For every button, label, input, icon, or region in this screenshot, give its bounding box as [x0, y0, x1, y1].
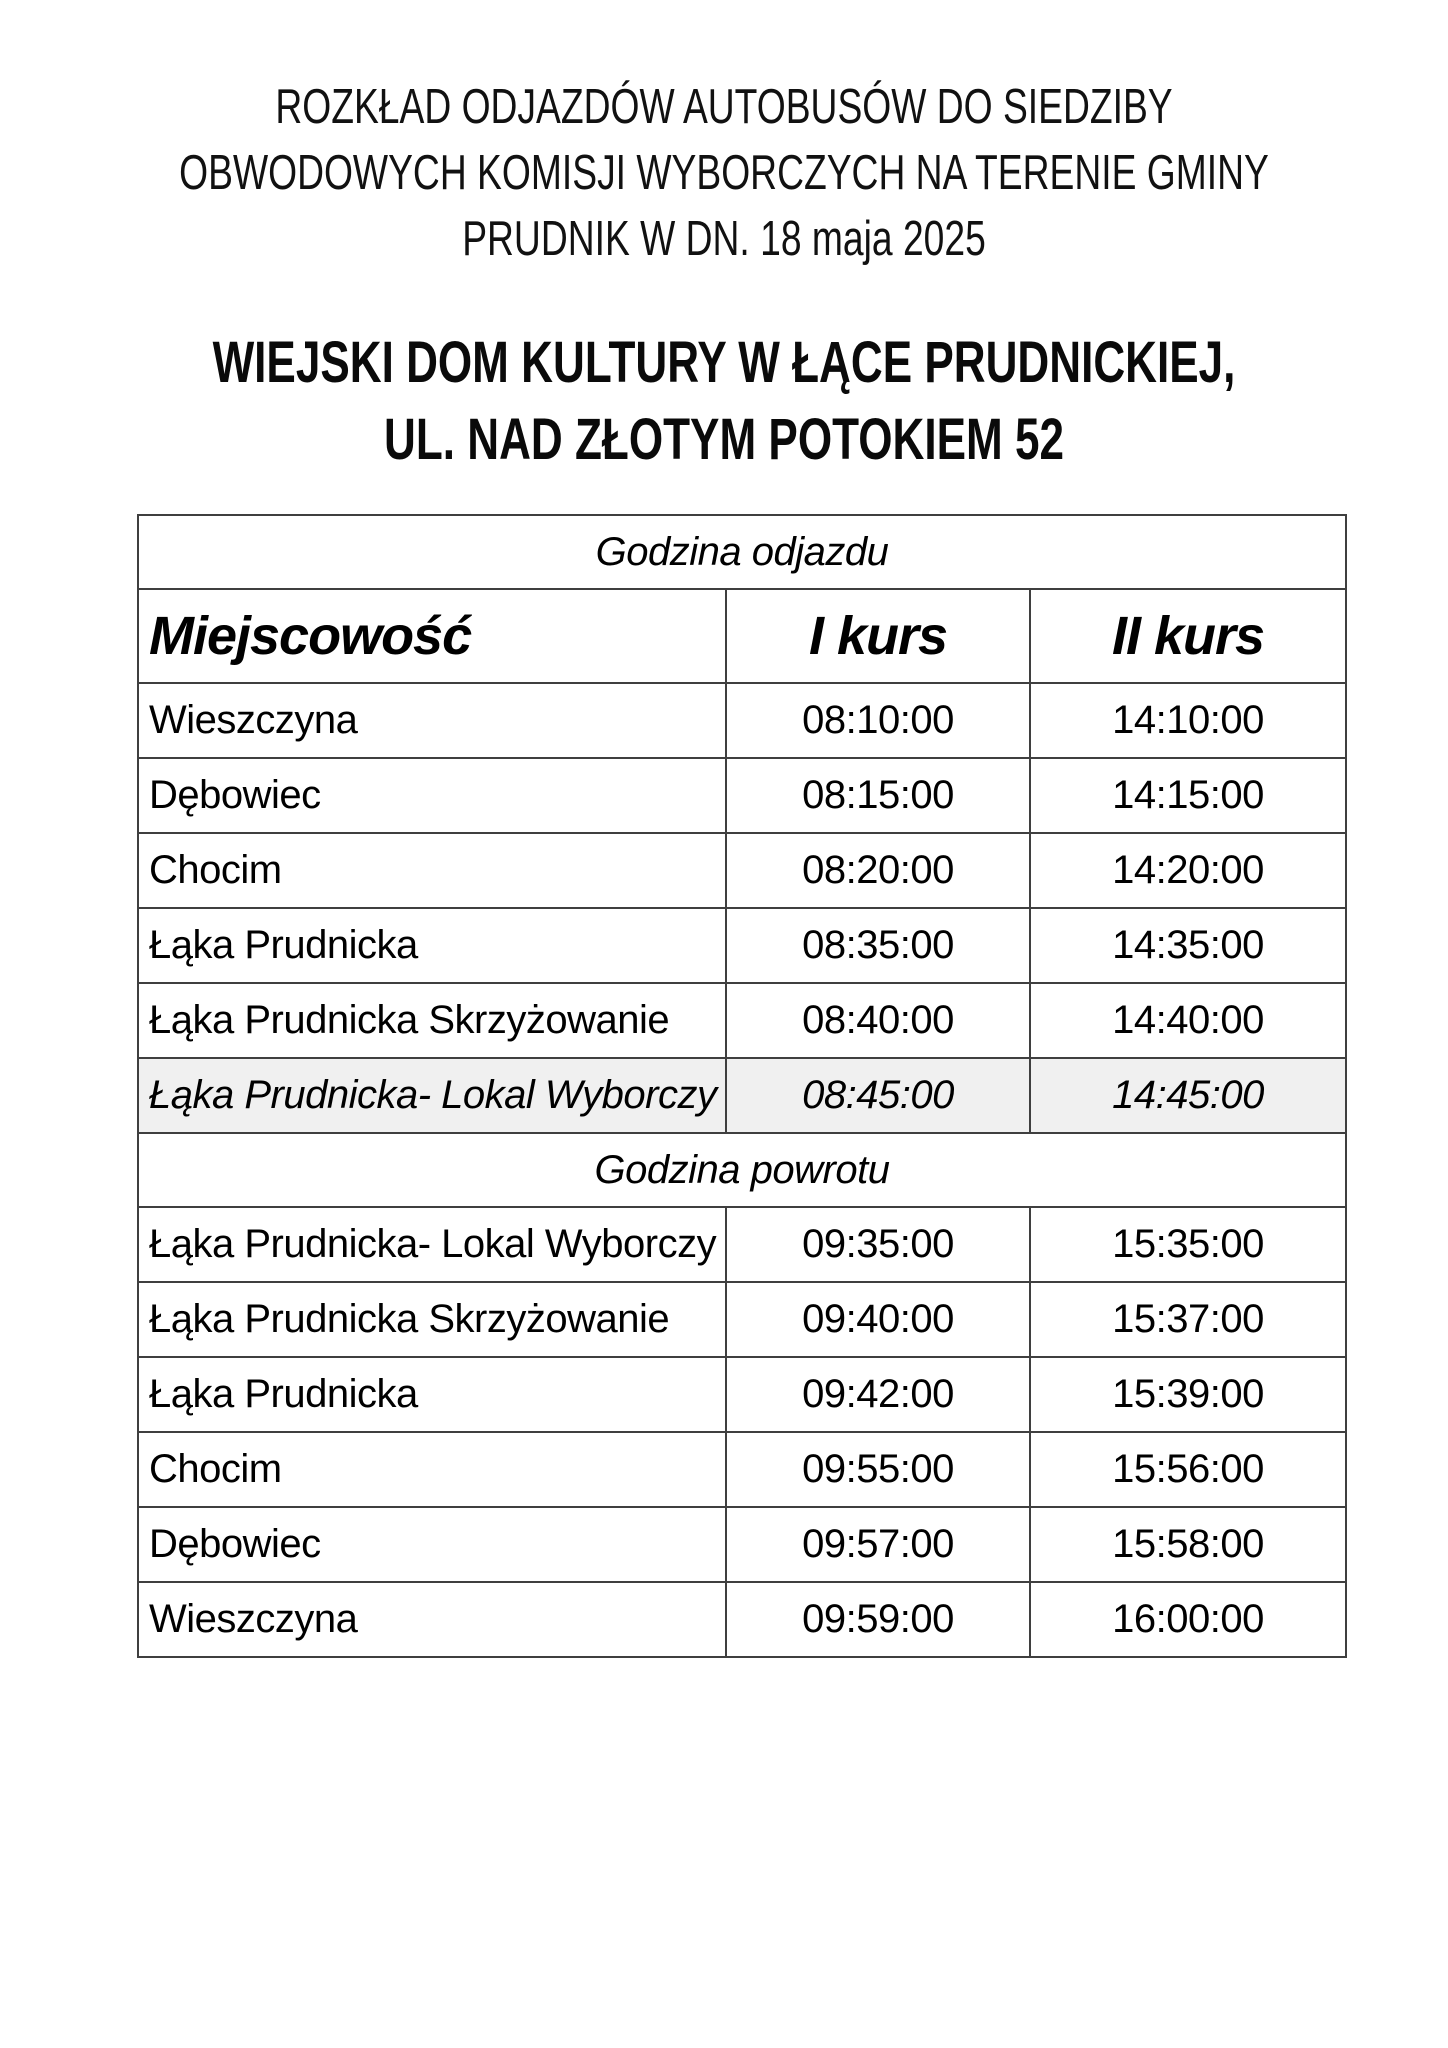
- title-line-2: UL. NAD ZŁOTYM POTOKIEM 52: [383, 407, 1065, 472]
- table-row: [138, 1357, 1346, 1432]
- table-row: [138, 833, 1346, 908]
- kurs2-cell: 14:40:00: [1030, 983, 1346, 1058]
- table-row: [138, 1207, 1346, 1282]
- table-row: [138, 908, 1346, 983]
- table-row: [138, 1582, 1346, 1657]
- document-header: [174, 74, 1274, 272]
- column-header-kurs1: I kurs: [726, 589, 1030, 683]
- kurs2-cell: 15:35:00: [1030, 1207, 1346, 1282]
- kurs1-cell: 08:40:00: [726, 983, 1030, 1058]
- table-row: [138, 1507, 1346, 1582]
- kurs1-cell: 08:45:00: [726, 1058, 1030, 1133]
- kurs1-cell: 08:15:00: [726, 758, 1030, 833]
- place-cell: Łąka Prudnicka Skrzyżowanie: [138, 983, 726, 1058]
- place-cell: Łąka Prudnicka: [138, 1357, 726, 1432]
- table-row: [138, 758, 1346, 833]
- return-section-label: Godzina powrotu: [138, 1133, 1346, 1207]
- kurs1-cell: 09:40:00: [726, 1282, 1030, 1357]
- kurs2-cell: 15:58:00: [1030, 1507, 1346, 1582]
- kurs1-cell: 08:10:00: [726, 683, 1030, 758]
- kurs1-cell: 09:42:00: [726, 1357, 1030, 1432]
- return-section-row: [138, 1133, 1346, 1207]
- kurs2-cell: 14:45:00: [1030, 1058, 1346, 1133]
- kurs2-cell: 14:15:00: [1030, 758, 1346, 833]
- kurs2-cell: 15:37:00: [1030, 1282, 1346, 1357]
- column-header-place: Miejscowość: [138, 589, 726, 683]
- place-cell: Chocim: [138, 1432, 726, 1507]
- place-cell: Wieszczyna: [138, 683, 726, 758]
- place-cell: Chocim: [138, 833, 726, 908]
- place-cell: Łąka Prudnicka- Lokal Wyborczy: [138, 1207, 726, 1282]
- title-line-1: WIEJSKI DOM KULTURY W ŁĄCE PRUDNICKIEJ,: [212, 330, 1236, 395]
- table-row-highlighted: [138, 1058, 1346, 1133]
- kurs2-cell: 15:39:00: [1030, 1357, 1346, 1432]
- table-row: [138, 1432, 1346, 1507]
- kurs2-cell: 16:00:00: [1030, 1582, 1346, 1657]
- header-line-1: ROZKŁAD ODJAZDÓW AUTOBUSÓW DO SIEDZIBY: [275, 80, 1173, 134]
- table-row: [138, 683, 1346, 758]
- table-row: [138, 1282, 1346, 1357]
- column-header-kurs2: II kurs: [1030, 589, 1346, 683]
- header-line-2: OBWODOWYCH KOMISJI WYBORCZYCH NA TERENIE GMINY: [179, 146, 1269, 200]
- place-cell: Dębowiec: [138, 758, 726, 833]
- kurs1-cell: 09:57:00: [726, 1507, 1030, 1582]
- place-cell: Wieszczyna: [138, 1582, 726, 1657]
- place-cell: Łąka Prudnicka Skrzyżowanie: [138, 1282, 726, 1357]
- place-cell: Łąka Prudnicka- Lokal Wyborczy: [138, 1058, 726, 1133]
- kurs1-cell: 09:55:00: [726, 1432, 1030, 1507]
- departure-section-row: [138, 515, 1346, 589]
- table-row: [138, 983, 1346, 1058]
- place-cell: Dębowiec: [138, 1507, 726, 1582]
- kurs2-cell: 14:20:00: [1030, 833, 1346, 908]
- column-header-row: [138, 589, 1346, 683]
- kurs1-cell: 09:35:00: [726, 1207, 1030, 1282]
- kurs2-cell: 14:10:00: [1030, 683, 1346, 758]
- kurs1-cell: 08:20:00: [726, 833, 1030, 908]
- place-cell: Łąka Prudnicka: [138, 908, 726, 983]
- kurs2-cell: 15:56:00: [1030, 1432, 1346, 1507]
- kurs1-cell: 08:35:00: [726, 908, 1030, 983]
- kurs2-cell: 14:35:00: [1030, 908, 1346, 983]
- kurs1-cell: 09:59:00: [726, 1582, 1030, 1657]
- header-line-3: PRUDNIK W DN. 18 maja 2025: [462, 212, 986, 266]
- departure-section-label: Godzina odjazdu: [138, 515, 1346, 589]
- page-title: [174, 324, 1274, 478]
- bus-schedule-table: [137, 514, 1347, 1658]
